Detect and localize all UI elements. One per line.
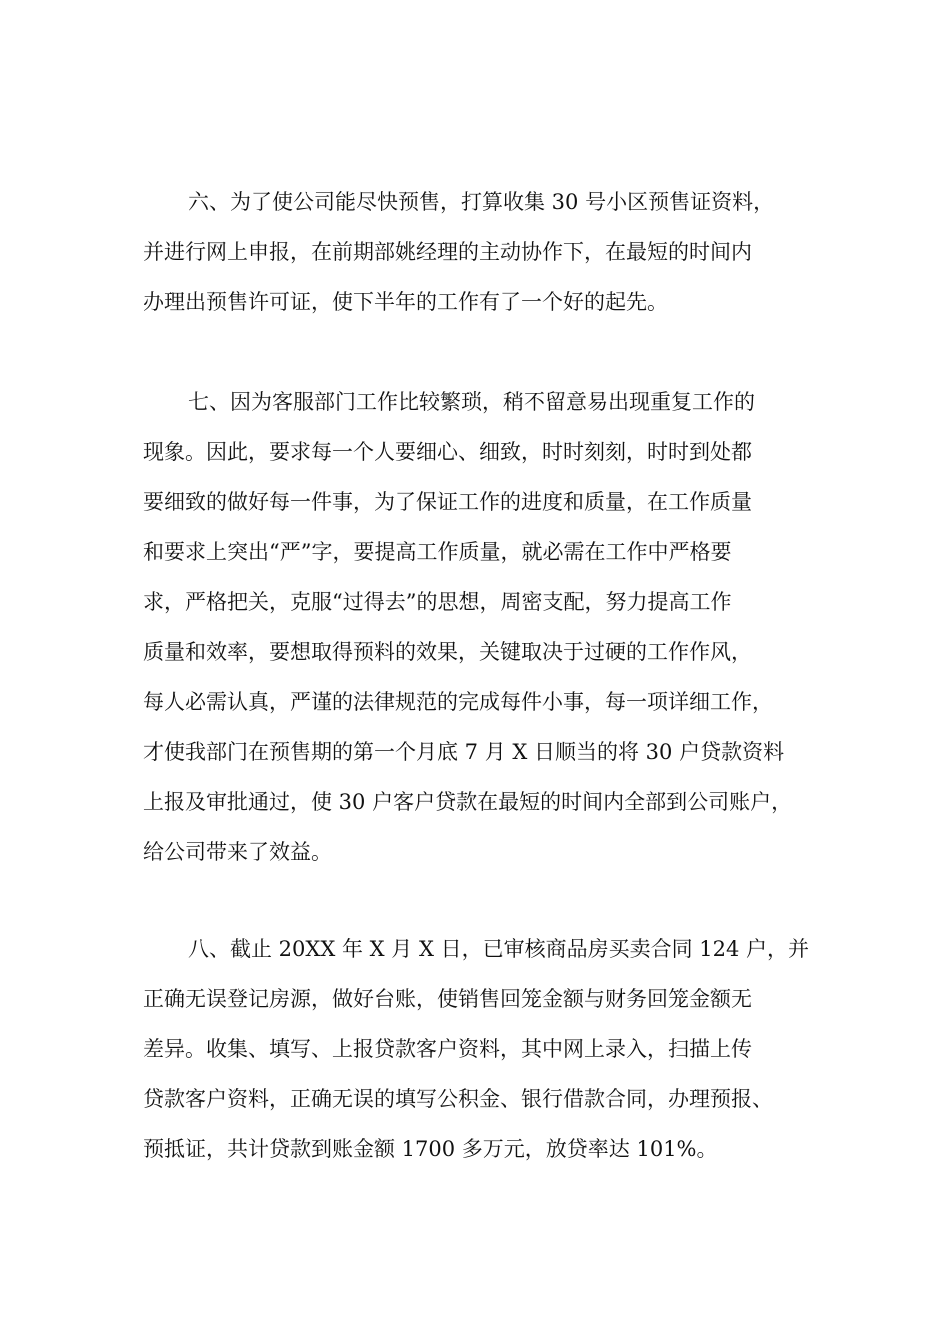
paragraph-six [143,177,833,327]
paragraph-seven [143,377,833,877]
paragraph-line: 才使我部门在预售期的第一个月底 7 月 X 日顺当的将 30 户贷款资料 [143,740,785,764]
paragraph-line: 现象。因此，要求每一个人要细心、细致，时时刻刻，时时到处都 [143,440,752,464]
paragraph-line: 八、截止 20XX 年 X 月 X 日，已审核商品房买卖合同 124 户，并 [188,937,810,961]
paragraph-line: 贷款客户资料，正确无误的填写公积金、银行借款合同，办理预报、 [143,1087,773,1111]
paragraph-line: 预抵证，共计贷款到账金额 1700 多万元，放贷率达 101%。 [143,1137,718,1161]
paragraph-line: 求，严格把关，克服“过得去”的思想，周密支配，努力提高工作 [143,590,732,614]
paragraph-line: 上报及审批通过，使 30 户客户贷款在最短的时间内全部到公司账户， [143,790,793,814]
paragraph-line: 正确无误登记房源，做好台账，使销售回笼金额与财务回笼金额无 [143,987,752,1011]
paragraph-line: 六、为了使公司能尽快预售，打算收集 30 号小区预售证资料， [188,190,775,214]
paragraph-line: 每人必需认真，严谨的法律规范的完成每件小事，每一项详细工作， [143,690,773,714]
paragraph-line: 质量和效率，要想取得预料的效果，关键取决于过硬的工作作风， [143,640,752,664]
paragraph-line: 差异。收集、填写、上报贷款客户资料，其中网上录入，扫描上传 [143,1037,752,1061]
paragraph-line: 给公司带来了效益。 [143,840,332,864]
paragraph-eight [143,924,833,1174]
paragraph-line: 要细致的做好每一件事，为了保证工作的进度和质量，在工作质量 [143,490,752,514]
paragraph-line: 并进行网上申报，在前期部姚经理的主动协作下，在最短的时间内 [143,240,752,264]
paragraph-line: 办理出预售许可证，使下半年的工作有了一个好的起先。 [143,290,668,314]
paragraph-line: 七、因为客服部门工作比较繁琐，稍不留意易出现重复工作的 [188,390,755,414]
paragraph-line: 和要求上突出“严”字，要提高工作质量，就必需在工作中严格要 [143,540,732,564]
